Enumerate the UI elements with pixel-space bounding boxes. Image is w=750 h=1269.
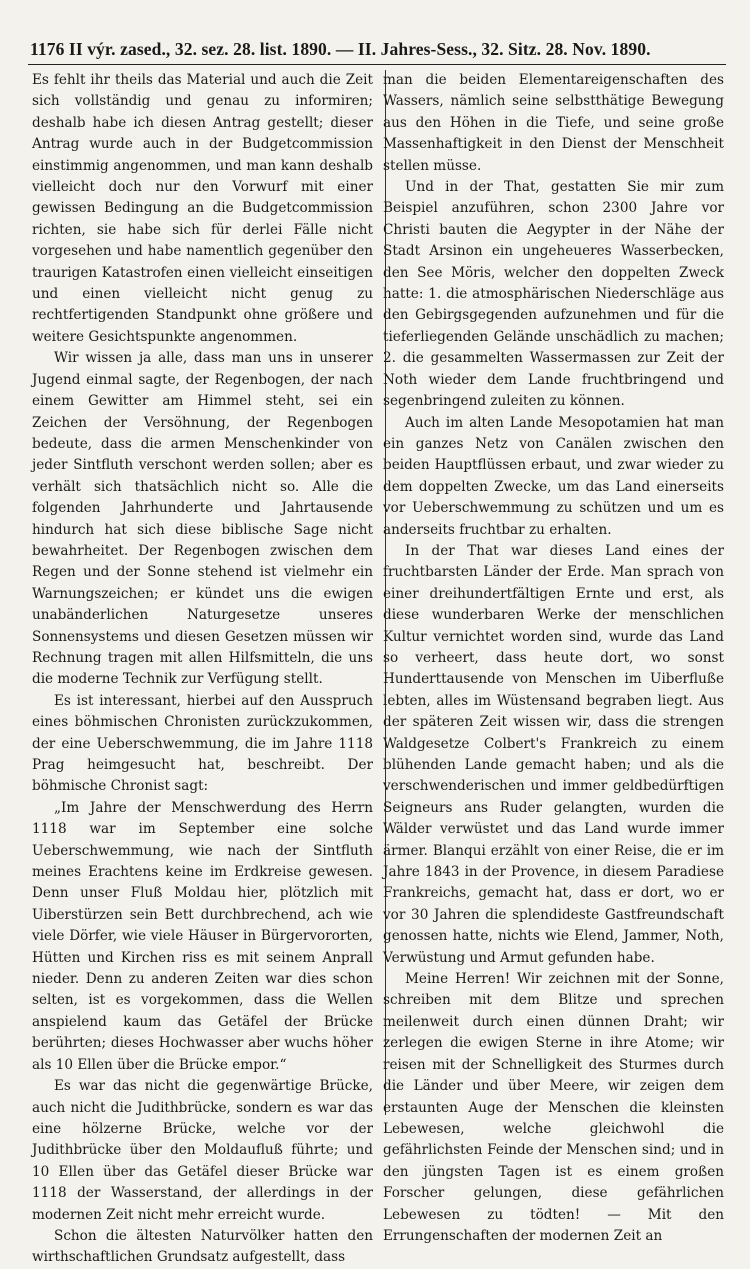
right-column	[383, 70, 724, 1269]
paragraph: Es fehlt ihr theils das Material und auch die Zeit sich vollständig und genau zu informiren; deshalb habe ich diesen Antrag gestellt; dieser Antrag wurde auch in der Budgetcommission einstimmig angenommen, und man kann deshalb vielleicht doch nur den Vorwurf mit einer gewissen Bedingung an die Budgetcommission richten, sie habe sich für derlei Fälle nicht vorgesehen und habe namentlich gegenüber den traurigen Katastrofen einen vielleicht einseitigen und einen vielleicht nicht genug zu rechtfertigenden Standpunkt ohne größere und weitere Gesichtspunkte angenommen.	[32, 72, 373, 345]
page-header: 1176 II výr. zased., 32. sez. 28. list. 1890. — II. Jahres-Sess., 32. Sitz. 28. Nov. 1890.	[30, 39, 651, 59]
paragraph: Es ist interessant, hierbei auf den Ausspruch eines böhmischen Chronisten zurückzukommen, der eine Ueberschwemmung, die im Jahre 1118 Prag heimgesucht hat, beschreibt. Der böhmische Chronist sagt:	[32, 692, 373, 795]
left-column	[32, 70, 373, 1269]
paragraph: Meine Herren! Wir zeichnen mit der Sonne, schreiben mit dem Blitze und sprechen meilenweit durch einen dünnen Draht; wir zerlegen die ewigen Sterne in ihre Atome; wir reisen mit der Schnelligkeit des Sturmes durch die Länder und über Meere, wir zeigen dem erstaunten Auge der Menschen die kleinsten Lebewesen, welche gleichwohl die gefährlichsten Feinde der Menschen sind; und in den jüngsten Tagen ist es einem großen Forscher gelungen, diese gefährlichen Lebewesen zu tödten! — Mit den Errungenschaften der modernen Zeit an	[383, 971, 724, 1244]
quote-paragraph: „Im Jahre der Menschwerdung des Herrn 1118 war im September eine solche Ueberschwemmung, wie nach der Sintfluth meines Erachtens keine im Erdkreise gewesen. Denn unser Fluß Moldau hier, plötzlich mit Uiberstürzen sein Bett durchbrechend, ach wie viele Dörfer, wie viele Häuser in Bürgervororten, Hütten und Kirchen riss es mit seinem Anprall nieder. Denn zu anderen Zeiten war dies schon selten, ist es vorgekommen, dass die Wellen anspielend kaum das Getäfel der Brücke berührten; dieses Hochwasser aber wuchs höher als 10 Ellen über die Brücke empor.“	[32, 799, 373, 1073]
paragraph: Wir wissen ja alle, dass man uns in unserer Jugend einmal sagte, der Regenbogen, der nach einem Gewitter am Himmel steht, sei ein Zeichen der Versöhnung, der Regenbogen bedeute, dass die armen Menschenkinder von jeder Sintfluth verschont werden sollen; aber es verhält sich thatsächlich nicht so. Alle die folgenden Jahrhunderte und Jahrtausende hindurch hat sich diese biblische Sage nicht bewahrheitet. Der Regenbogen zwischen dem Regen und der Sonne stehend ist vielmehr ein Warnungszeichen; er kündet uns die ewigen unabänderlichen Naturgesetze unseres Sonnensystems und diesen Gesetzen müssen wir Rechnung tragen mit allen Hilfsmitteln, die uns die moderne Technik zur Verfügung stellt.	[32, 350, 373, 688]
paragraph: Und in der That, gestatten Sie mir zum Beispiel anzuführen, schon 2300 Jahre vor Christi bauten die Aegypter in der Nähe der Stadt Arsinon ein ungeheueres Wasserbecken, den See Möris, welcher den doppelten Zweck hatte: 1. die atmosphärischen Niederschläge aus den Gebirgsgegenden aufzunehmen und für die tieferliegenden Gelände unschädlich zu machen; 2. die gesammelten Wassermassen zur Zeit der Noth wieder dem Lande fruchtbringend und segenbringend zuleiten zu können.	[383, 179, 724, 410]
header-rule	[28, 64, 726, 65]
paragraph: man die beiden Elementareigenschaften des Wassers, nämlich seine selbstthätige Bewegung aus den Höhen in die Tiefe, und seine große Massenhaftigkeit in den Dienst der Menschheit stellen müsse.	[383, 72, 724, 174]
paragraph: Schon die ältesten Naturvölker hatten den wirthschaftlichen Grundsatz aufgestellt, dass	[32, 1227, 373, 1266]
text-columns	[32, 70, 724, 1269]
paragraph: Auch im alten Lande Mesopotamien hat man ein ganzes Netz von Canälen zwischen den beiden Hauptflüssen erbaut, und zwar wieder zu dem doppelten Zwecke, um das Land einerseits vor Ueberschwemmung zu schützen und um es anderseits fruchtbar zu erhalten.	[383, 414, 724, 538]
paragraph: Es war das nicht die gegenwärtige Brücke, auch nicht die Judithbrücke, sondern es war das eine hölzerne Brücke, welche vor der Judithbrücke über den Moldaufluß führte; und 10 Ellen über das Getäfel dieser Brücke war 1118 der Wasserstand, der allerdings in der modernen Zeit nicht mehr erreicht wurde.	[32, 1078, 373, 1223]
paragraph: In der That war dieses Land eines der fruchtbarsten Länder der Erde. Man sprach von einer dreihundertfältigen Ernte und erst, als diese wunderbaren Werke der menschlichen Kultur vernichtet worden sind, wurde das Land so verheert, dass heute dort, wo sonst Hunderttausende von Menschen im Uiberfluße lebten, alles im Wüstensand begraben liegt. Aus der späteren Zeit wissen wir, dass die strengen Waldgesetze Colbert's Frankreich zu einem blühenden Lande gemacht haben; und als die verschwenderischen und immer geldbedürftigen Seigneurs ans Ruder gelangten, wurden die Wälder verwüstet und das Land wurde immer ärmer. Blanqui erzählt von einer Reise, die er im Jahre 1843 in der Provence, in diesem Paradiese Frankreichs, gemacht hat, dass er dort, wo er vor 30 Jahren die splendideste Gastfreundschaft genossen hatte, nichts wie Elend, Jammer, Noth, Verwüstung und Armut gefunden habe.	[383, 542, 724, 966]
